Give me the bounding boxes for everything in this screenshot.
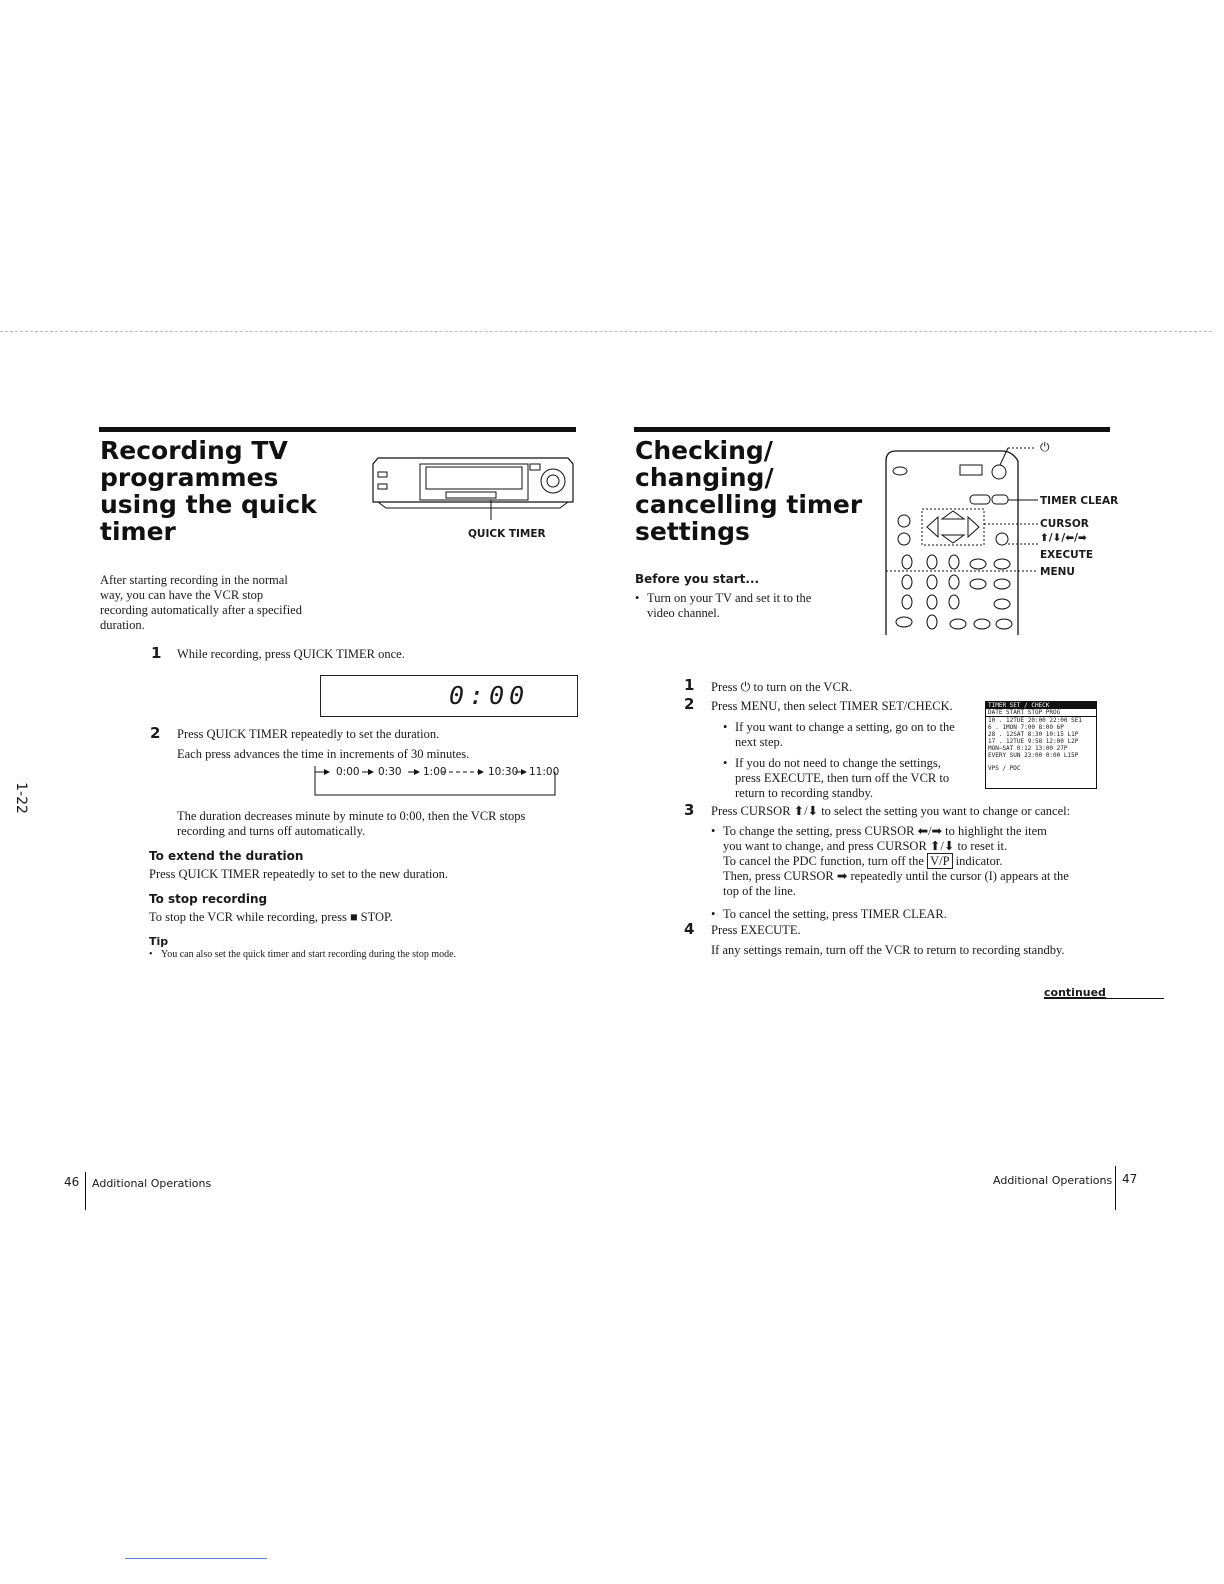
sequence-value: 0:30: [378, 766, 402, 778]
step-number: 2: [150, 724, 161, 742]
continued-rule: [1044, 998, 1164, 999]
right-page-number: 47: [1122, 1172, 1138, 1186]
lcd-display: [320, 675, 578, 717]
left-title-rule: [99, 427, 576, 432]
left-section-name: Additional Operations: [92, 1177, 212, 1190]
scan-edge-line: [0, 331, 1212, 332]
step-number: 3: [684, 801, 695, 819]
title-line: changing/: [635, 463, 774, 492]
lcd-readout: 0:00: [449, 681, 530, 710]
step1-text: While recording, press QUICK TIMER once.: [177, 647, 405, 661]
step-number: 2: [684, 695, 695, 713]
step3-bullets: [711, 824, 1111, 922]
step2-subtext: Each press advances the time in increments of 30 minutes.: [177, 747, 470, 761]
title-line: timer: [100, 517, 176, 546]
left-intro: [100, 573, 302, 633]
osd-row: 6 . 1MON 7:00 8:00 6P: [988, 724, 1064, 731]
title-line: Recording TV: [100, 436, 288, 465]
cursor-label: CURSOR: [1040, 518, 1089, 530]
step-number: 1: [151, 644, 162, 662]
step-number: 4: [684, 920, 695, 938]
stop-text: To stop the VCR while recording, press ■ STOP.: [149, 910, 393, 924]
footer-divider: [85, 1172, 86, 1210]
menu-label: MENU: [1040, 566, 1075, 578]
osd-row: 17 . 12TUE 9:58 12:00 L2P: [988, 738, 1079, 745]
continued-label: continued: [1044, 986, 1106, 999]
step2-bullets: [723, 720, 973, 801]
before-item: • Turn on your TV and set it to the video channel.: [635, 591, 811, 621]
title-line: using the quick: [100, 490, 317, 519]
execute-label: EXECUTE: [1040, 549, 1094, 561]
power-icon: ⏻: [1040, 440, 1050, 454]
osd-row: MON—SAT 0:12 13:00 27P: [988, 745, 1068, 752]
osd-header: DATE START STOP PROG: [986, 709, 1096, 717]
right-section-name: Additional Operations: [993, 1174, 1113, 1187]
right-title-rule: [634, 427, 1110, 432]
step2-bullet: • If you do not need to change the settings, press EXECUTE, then turn off the VCR to return to recording standby.: [723, 756, 973, 801]
intro-line: way, you can have the VCR stop: [100, 588, 264, 602]
vcr-illustration: [368, 450, 578, 520]
sequence-value: 0:00: [336, 766, 360, 778]
tip-item: • You can also set the quick timer and start recording during the stop mode.: [149, 949, 456, 960]
step4-text: Press EXECUTE.: [711, 923, 801, 937]
bottom-blue-line: [125, 1558, 267, 1559]
extend-text: Press QUICK TIMER repeatedly to set to the new duration.: [149, 867, 449, 881]
intro-line: After starting recording in the normal: [100, 573, 288, 587]
title-line: programmes: [100, 463, 279, 492]
step4-after-text: If any settings remain, turn off the VCR to return to recording standby.: [711, 943, 1065, 957]
step3-bullet: • To cancel the setting, press TIMER CLEAR.: [711, 907, 1111, 922]
tip-heading: Tip: [149, 935, 169, 948]
step3-bullet: • To change the setting, press CURSOR ⬅/➡ to highlight the item you want to change, and press CURSOR ⬆/⬇ to reset it. To cancel the PDC function, turn off the V/P indicator. Then, press CURSOR ➡ repeatedly until the cursor (I) appears at the top of the line.: [711, 824, 1111, 899]
text-line: recording and turns off automatically.: [177, 824, 366, 838]
side-page-number: 1-22: [12, 782, 29, 814]
osd-footer: VPS / PDC: [988, 765, 1021, 772]
right-page-title: [635, 437, 862, 545]
vp-indicator-box: V/P: [927, 853, 952, 869]
left-page-number: 46: [64, 1175, 80, 1189]
extend-heading: To extend the duration: [149, 849, 304, 863]
title-line: cancelling timer: [635, 490, 863, 519]
step2-text: Press QUICK TIMER repeatedly to set the duration.: [177, 727, 440, 741]
left-page-title: [100, 437, 317, 545]
intro-line: recording automatically after a specified: [100, 603, 302, 617]
decrease-text: [177, 809, 525, 839]
timer-osd-screen: [985, 701, 1097, 789]
before-list: [635, 591, 811, 621]
step2-bullet: • If you want to change a setting, go on to the next step.: [723, 720, 973, 750]
step2-text: Press MENU, then select TIMER SET/CHECK.: [711, 699, 953, 713]
step-number: 1: [684, 676, 695, 694]
sequence-value: 1:00: [423, 766, 447, 778]
osd-row: 10 . 12TUE 20:00 22:00 SE1: [988, 717, 1082, 724]
before-heading: Before you start...: [635, 572, 760, 586]
step1-text: Press ⏻ to turn on the VCR.: [711, 680, 853, 694]
remote-illustration: [882, 447, 1042, 637]
sequence-value: 10:30: [488, 766, 519, 778]
intro-line: duration.: [100, 618, 145, 632]
timer-clear-label: TIMER CLEAR: [1040, 495, 1119, 507]
osd-row: EVERY SUN 23:00 0:00 L15P: [988, 752, 1079, 759]
text-line: The duration decreases minute by minute to 0:00, then the VCR stops: [177, 809, 526, 823]
footer-divider: [1115, 1166, 1116, 1210]
title-line: Checking/: [635, 436, 773, 465]
cursor-arrows-icon: ⬆/⬇/⬅/➡: [1040, 532, 1087, 544]
title-line: settings: [635, 517, 750, 546]
step3-text: Press CURSOR ⬆/⬇ to select the setting you want to change or cancel:: [711, 804, 1071, 818]
tip-list: [149, 949, 456, 960]
sequence-value: 11:00: [529, 766, 560, 778]
osd-row: 28 . 12SAT 8:30 10:15 L1P: [988, 731, 1079, 738]
osd-title: TIMER SET / CHECK: [986, 702, 1096, 709]
stop-heading: To stop recording: [149, 892, 268, 906]
quick-timer-label: QUICK TIMER: [468, 528, 546, 540]
